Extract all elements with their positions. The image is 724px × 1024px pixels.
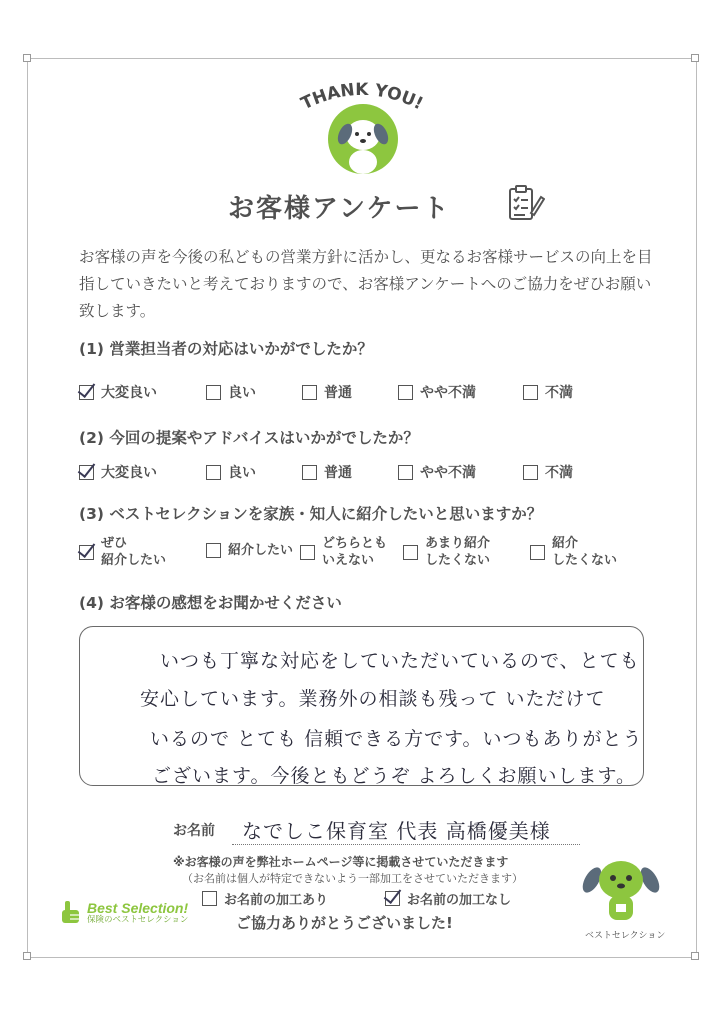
checkbox[interactable]: [302, 465, 317, 480]
intro-text: お客様の声を今後の私どもの営業方針に活かし、更なるお客様サービスの向上を目指していきたいと考えておりますので、お客様アンケートへのご協力をぜひお願い致します。: [79, 248, 653, 320]
logo-subtitle: 保険のベストセレクション: [87, 914, 189, 925]
option-label: 不満: [545, 465, 573, 481]
option-label-line1: どちらとも: [322, 536, 388, 551]
name-processing-no[interactable]: [385, 889, 511, 908]
logo-title: Best Selection!: [87, 899, 189, 916]
option-label: 良い: [228, 465, 256, 481]
option-label: [425, 535, 490, 569]
option-label: 普通: [324, 385, 352, 401]
option-label: [101, 535, 166, 569]
checkbox[interactable]: [300, 545, 315, 560]
checkbox[interactable]: [530, 545, 545, 560]
checkbox[interactable]: [202, 891, 217, 906]
option-label: 良い: [228, 385, 256, 401]
q1-option-dissatisfied[interactable]: [523, 382, 573, 402]
q1-option-somewhat-dissatisfied[interactable]: [398, 382, 476, 402]
mascot-dog-icon: [328, 104, 398, 174]
q1-option-good[interactable]: [206, 382, 256, 402]
option-label: 大変良い: [101, 385, 157, 401]
closing-message: ご協力ありがとうございました!: [236, 914, 453, 932]
q2-option-average[interactable]: [302, 462, 352, 482]
handwritten-comment-line: いるので とても 信頼できる方です。いつもありがとう: [150, 728, 643, 750]
clipboard-checklist-icon: [505, 183, 545, 223]
question-1: (1) 営業担当者の対応はいかがでしたか？: [79, 340, 373, 358]
corner-marker: [691, 952, 699, 960]
handwritten-comment-line: 安心しています。業務外の相談も残って いただけて: [140, 688, 606, 710]
question-4: (4) お客様の感想をお聞かせください: [79, 594, 342, 612]
hand-number-one-icon: [58, 900, 84, 926]
checkbox[interactable]: [206, 543, 221, 558]
question-3: (3) ベストセレクションを家族・知人に紹介したいと思いますか？: [79, 505, 543, 523]
mascot-caption: ベストセレクション: [585, 931, 666, 941]
name-label: お名前: [173, 823, 215, 839]
option-label: お名前の加工あり: [224, 893, 329, 908]
checkbox[interactable]: [79, 465, 94, 480]
checkbox[interactable]: [403, 545, 418, 560]
option-label: お名前の加工なし: [407, 893, 512, 908]
option-label-line2: いえない: [322, 553, 375, 568]
q2-option-good[interactable]: [206, 462, 256, 482]
option-label: 大変良い: [101, 465, 157, 481]
option-label: [552, 535, 617, 569]
option-label: 不満: [545, 385, 573, 401]
q1-option-average[interactable]: [302, 382, 352, 402]
checkbox[interactable]: [79, 385, 94, 400]
option-label-line1: あまり紹介: [425, 536, 491, 551]
checkbox[interactable]: [385, 891, 400, 906]
q3-option-definitely[interactable]: [79, 535, 166, 569]
handwritten-name: なでしこ保育室 代表 高橋優美様: [242, 819, 551, 843]
q3-option-not-really[interactable]: [403, 535, 490, 569]
q3-option-would-not-recommend[interactable]: [530, 535, 617, 569]
q3-option-neutral[interactable]: [300, 535, 387, 569]
survey-title: お客様アンケート: [228, 194, 451, 224]
corner-marker: [691, 54, 699, 62]
option-label: やや不満: [420, 385, 476, 401]
corner-marker: [23, 952, 31, 960]
option-label: やや不満: [420, 465, 476, 481]
best-selection-logo: [58, 900, 188, 926]
checkbox[interactable]: [206, 465, 221, 480]
q3-option-would-recommend[interactable]: [206, 542, 293, 559]
publication-notice: ※お客様の声を弊社ホームページ等に掲載させていただきます: [173, 855, 509, 869]
checkbox[interactable]: [302, 385, 317, 400]
publication-notice-detail: （お名前は個人が特定できないよう一部加工をさせていただきます）: [182, 872, 523, 885]
handwritten-comment-line: いつも丁寧な対応をしていただいているので、とても: [160, 650, 640, 672]
option-label-line2: したくない: [425, 553, 491, 568]
name-processing-yes[interactable]: [202, 889, 328, 908]
option-label: [322, 535, 387, 569]
checkbox[interactable]: [523, 385, 538, 400]
checkbox[interactable]: [398, 465, 413, 480]
option-label-line2: 紹介したい: [101, 553, 167, 568]
handwritten-comment-line: ございます。今後ともどうぞ よろしくお願いします。: [152, 765, 637, 787]
checkbox[interactable]: [79, 545, 94, 560]
thank-you-text: THANK YOU!: [298, 79, 427, 114]
option-label-line2: したくない: [552, 553, 618, 568]
q1-option-very-good[interactable]: [79, 382, 157, 402]
option-label-line1: ぜひ: [101, 536, 128, 551]
q2-option-very-good[interactable]: [79, 462, 157, 482]
corner-marker: [23, 54, 31, 62]
name-underline: [232, 844, 580, 845]
option-label-line1: 紹介: [552, 536, 579, 551]
checkbox[interactable]: [398, 385, 413, 400]
checkbox[interactable]: [523, 465, 538, 480]
question-2: (2) 今回の提案やアドバイスはいかがでしたか？: [79, 429, 419, 447]
mascot-dog-icon: [582, 856, 660, 928]
q2-option-somewhat-dissatisfied[interactable]: [398, 462, 476, 482]
option-label: 紹介したい: [228, 543, 294, 558]
option-label: 普通: [324, 465, 352, 481]
q2-option-dissatisfied[interactable]: [523, 462, 573, 482]
checkbox[interactable]: [206, 385, 221, 400]
